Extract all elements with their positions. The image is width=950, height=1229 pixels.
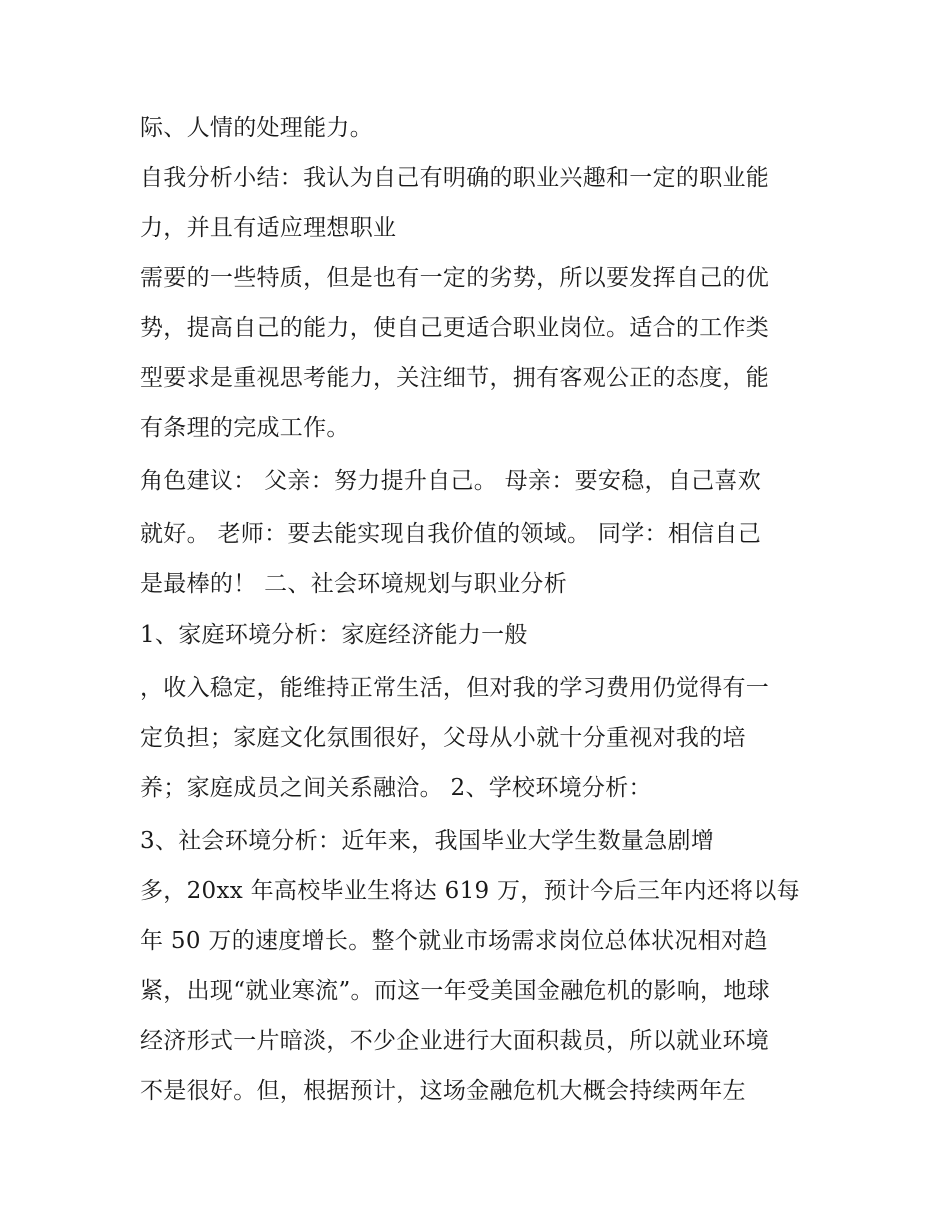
text-line: 不是很好。但，根据预计，这场金融危机大概会持续两年左 — [140, 1078, 746, 1104]
text-line: 型要求是重视思考能力，关注细节，拥有客观公正的态度，能 — [140, 365, 770, 391]
text-line: 紧，出现“就业寒流”。而这一年受美国金融危机的影响，地球 — [140, 978, 770, 1004]
text-line: 定负担；家庭文化氛围很好，父母从小就十分重视对我的培 — [140, 725, 746, 751]
text-line: 多，20xx 年高校毕业生将达 619 万，预计今后三年内还将以每 — [140, 878, 800, 904]
text-line: 有条理的完成工作。 — [140, 415, 350, 441]
text-line: 势，提高自己的能力，使自己更适合职业岗位。适合的工作类 — [140, 315, 770, 341]
text-line: 经济形式一片暗淡，不少企业进行大面积裁员，所以就业环境 — [140, 1028, 770, 1054]
text-line: 角色建议： 父亲：努力提升自己。 母亲：要安稳，自己喜欢 — [140, 468, 762, 494]
text-line: 自我分析小结：我认为自己有明确的职业兴趣和一定的职业能 — [140, 165, 770, 191]
text-line: 是最棒的！ 二、社会环境规划与职业分析 — [140, 571, 568, 597]
text-line: 年 50 万的速度增长。整个就业市场需求岗位总体状况相对趋 — [140, 928, 768, 954]
text-line: 1、家庭环境分析：家庭经济能力一般 — [140, 622, 528, 648]
text-line: 际、人情的处理能力。 — [140, 115, 373, 141]
text-line: 力，并且有适应理想职业 — [140, 215, 397, 241]
text-line: ，收入稳定，能维持正常生活，但对我的学习费用仍觉得有一 — [140, 675, 770, 701]
text-line: 3、社会环境分析：近年来，我国毕业大学生数量急剧增 — [140, 828, 715, 854]
text-line: 养；家庭成员之间关系融洽。 2、学校环境分析： — [140, 775, 652, 801]
text-line: 需要的一些特质，但是也有一定的劣势，所以要发挥自己的优 — [140, 265, 770, 291]
text-line: 就好。 老师：要去能实现自我价值的领域。 同学：相信自己 — [140, 521, 762, 547]
